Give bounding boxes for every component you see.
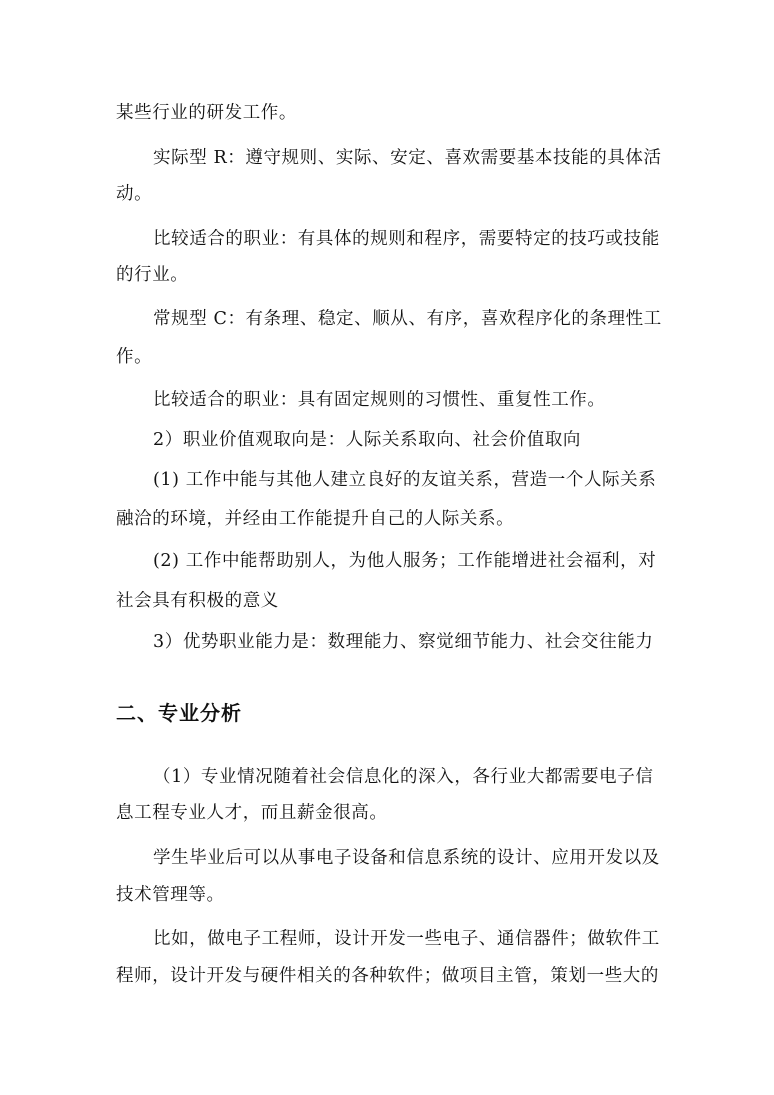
text-line: 息工程专业人才，而且薪金很高。: [116, 803, 388, 823]
text-line: 某些行业的研发工作。: [116, 103, 297, 123]
text-line: (2) 工作中能帮助别人，为他人服务；工作能增进社会福利，对: [153, 551, 657, 571]
text-line: 程师，设计开发与硬件相关的各种软件；做项目主管，策划一些大的: [116, 966, 659, 986]
text-line: 比较适合的职业：有具体的规则和程序，需要特定的技巧或技能: [153, 229, 660, 249]
text-line: (1) 工作中能与其他人建立良好的友谊关系，营造一个人际关系: [153, 470, 657, 490]
text-line: 技术管理等。: [116, 885, 225, 905]
text-line: 比较适合的职业：具有固定规则的习惯性、重复性工作。: [153, 390, 606, 410]
text-line: （1）专业情况随着社会信息化的深入，各行业大都需要电子信: [153, 767, 654, 787]
text-line: 常规型 C：有条理、稳定、顺从、有序，喜欢程序化的条理性工: [153, 309, 662, 329]
text-line: 融洽的环境，并经由工作能提升自己的人际关系。: [116, 509, 515, 529]
text-line: 实际型 R：遵守规则、实际、安定、喜欢需要基本技能的具体活: [153, 148, 662, 168]
text-line: 社会具有积极的意义: [116, 591, 279, 611]
section-heading: 二、专业分析: [116, 701, 242, 725]
text-line: 比如，做电子工程师，设计开发一些电子、通信器件；做软件工: [153, 929, 660, 949]
text-line: 动。: [116, 184, 153, 204]
text-line: 作。: [116, 347, 153, 367]
text-line: 学生毕业后可以从事电子设备和信息系统的设计、应用开发以及: [153, 848, 660, 868]
text-line: 2）职业价值观取向是：人际关系取向、社会价值取向: [153, 430, 582, 450]
text-line: 3）优势职业能力是：数理能力、察觉细节能力、社会交往能力: [153, 632, 654, 652]
text-line: 的行业。: [116, 265, 189, 285]
